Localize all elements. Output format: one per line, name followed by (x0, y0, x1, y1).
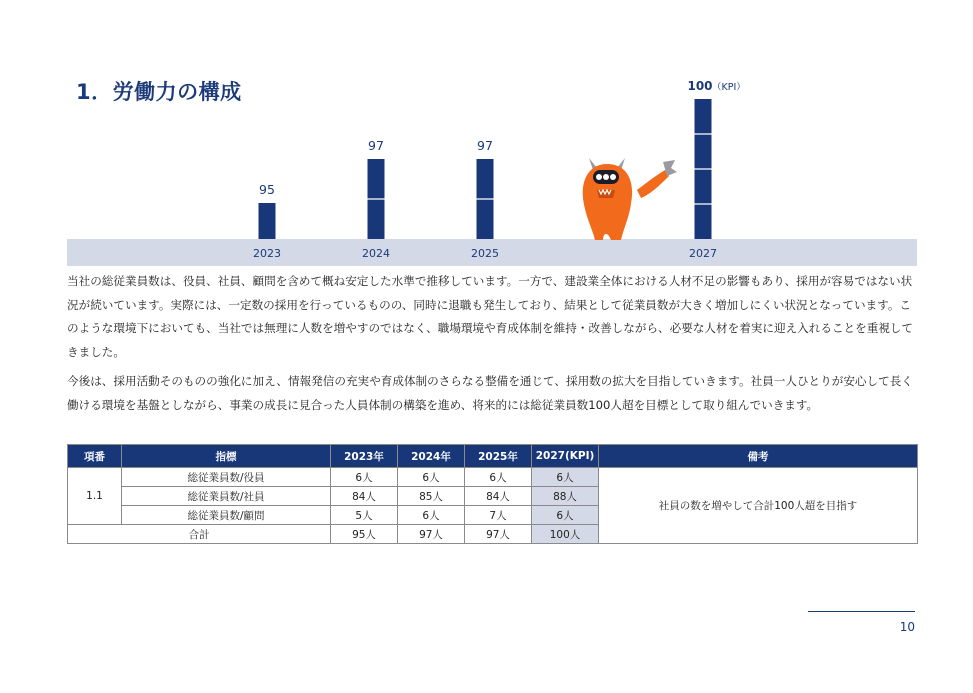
value-cell: 6人 (465, 468, 532, 487)
indicator-cell: 総従業員数/役員 (122, 468, 331, 487)
kpi-value-cell: 88人 (532, 487, 599, 506)
data-label: 97 (477, 138, 493, 153)
header-remarks: 備考 (599, 445, 918, 468)
item-number-cell: 1.1 (68, 468, 122, 525)
remarks-cell: 社員の数を増やして合計100人超を目指す (599, 468, 918, 544)
indicator-cell: 総従業員数/社員 (122, 487, 331, 506)
indicator-cell: 総従業員数/顧問 (122, 506, 331, 525)
page-title: 1．労働力の構成 (76, 80, 242, 104)
data-label: 100 (687, 79, 713, 93)
value-cell: 6人 (331, 468, 398, 487)
paragraph-current-status: 当社の総従業員数は、役員、社員、顧問を含めて概ね安定した水準で推移しています。一方で、建設業全体における人材不足の影響もあり、採用が容易ではない状況が続いています。実際には、一定数の採用を行っているものの、同時に退職も発生しており、結果として従業員数が大きく増加しにくい状況となっています。このような環境下においても、当社では無理に人数を増やすのではなく、職場環境や育成体制を維持・改善しながら、必要な人材を着実に迎え入れることを重視してきました。 (67, 274, 914, 359)
value-cell: 6人 (398, 506, 465, 525)
paragraph-future-plan: 今後は、採用活動そのものの強化に加え、情報発信の充実や育成体制のさらなる整備を通じて、採用数の拡大を目指していきます。社員一人ひとりが安心して長く働ける環境を基盤としながら、事業の成長に見合った人員体制の構築を進め、将来的には総従業員数100人超を目標として取り組んでいきます。 (67, 374, 913, 412)
total-value-cell: 97人 (398, 525, 465, 544)
header-indicator: 指標 (122, 445, 331, 468)
footer-divider (808, 611, 915, 612)
table-row (68, 468, 918, 487)
kpi-table (67, 444, 918, 544)
kpi-value-cell: 6人 (532, 468, 599, 487)
x-tick-label: 2025 (471, 247, 499, 260)
total-kpi-value-cell: 100人 (532, 525, 599, 544)
value-cell: 84人 (331, 487, 398, 506)
bar (259, 203, 276, 239)
data-label: 95 (259, 182, 275, 197)
data-label: 97 (368, 138, 384, 153)
value-cell: 6人 (398, 468, 465, 487)
kpi-value-cell: 6人 (532, 506, 599, 525)
value-cell: 84人 (465, 487, 532, 506)
total-value-cell: 95人 (331, 525, 398, 544)
orange-monster-mascot-icon (583, 158, 677, 240)
value-cell: 5人 (331, 506, 398, 525)
value-cell: 85人 (398, 487, 465, 506)
kpi-note-label: （KPI） (712, 82, 746, 93)
header-2025: 2025年 (465, 445, 532, 468)
x-tick-label: 2027 (689, 247, 717, 260)
header-2023: 2023年 (331, 445, 398, 468)
header-2024: 2024年 (398, 445, 465, 468)
header-item-no: 項番 (68, 445, 122, 468)
table-header-row (68, 445, 918, 468)
total-value-cell: 97人 (465, 525, 532, 544)
page-number: 10 (899, 620, 915, 634)
x-tick-label: 2023 (253, 247, 281, 260)
value-cell: 7人 (465, 506, 532, 525)
header-2027-kpi: 2027(KPI) (532, 445, 599, 468)
x-tick-label: 2024 (362, 247, 390, 260)
total-label-cell: 合計 (68, 525, 331, 544)
